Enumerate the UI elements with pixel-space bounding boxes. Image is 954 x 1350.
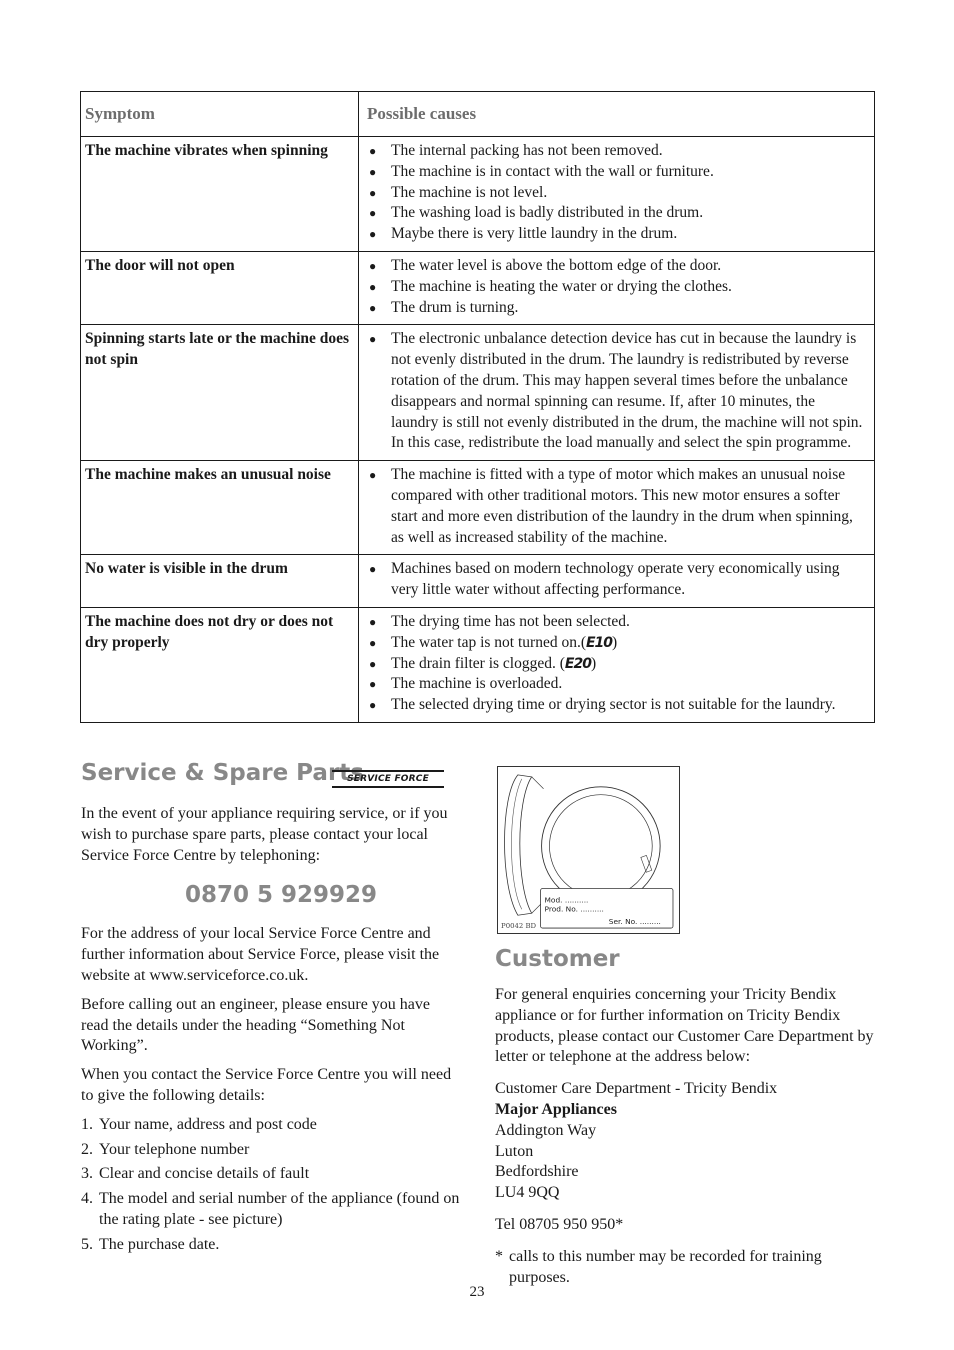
table-header-row [81,92,875,137]
details-number: 5. [81,1235,93,1253]
table-row [81,325,875,461]
service-heading: Service & Spare Parts [81,760,364,786]
details-item [81,1115,461,1136]
customer-intro: For general enquiries concerning your Tricity Bendix appliance or for further information on Tricity Bendix products, please contact our Customer Care Department by letter or telephone at the address below: [495,986,874,1066]
symptom-cell: The machine does not dry or does not dry properly [81,607,359,722]
symptom-header: Symptom [81,92,359,137]
cause-item [367,654,866,675]
causes-list [367,329,866,454]
address-line: Luton [495,1142,534,1160]
cause-item: ● The electronic unbalance detection device has cut in because the laundry is not evenly distributed in the drum. The laundry is redistributed by reverse rotation of the drum. This may happen several times before the unbalance disappears and normal spinning can resume. If, after 10 minutes, the laundry is still not evenly distributed in the drum, the machine will not spin. In this case, redistribute the load manually and select the spin programme. [367,329,866,454]
table-row [81,137,875,252]
details-item [81,1140,461,1161]
cause-item: ● The water level is above the bottom edge of the door. [367,256,866,277]
table-row [81,607,875,722]
causes-cell [359,607,875,722]
page-number: 23 [469,1284,485,1300]
details-text: The model and serial number of the appliance (found on the rating plate - see picture) [99,1190,460,1228]
details-text: Your telephone number [99,1140,250,1158]
causes-list [367,612,866,716]
details-item [81,1164,461,1185]
cause-item [367,633,866,654]
service-section [81,804,461,1260]
customer-section [495,985,875,1288]
customer-heading: Customer [495,946,620,972]
cause-item: ● The washing load is badly distributed in the drum. [367,203,866,224]
troubleshooting-table [80,91,875,723]
causes-header: Possible causes [359,92,875,137]
service-before-text: Before calling out an engineer, please ensure you have read the details under the heading “Something Not Working”. [81,995,430,1055]
plate-mod: Mod. .......... [544,895,589,905]
service-contact-text: When you contact the Service Force Centre you will need to give the following details: [81,1066,452,1104]
cause-item: ● The drying time has not been selected. [367,612,866,633]
error-code: E20 [564,655,591,672]
address-line: Customer Care Department - Tricity Bendix [495,1080,778,1098]
details-number: 2. [81,1140,93,1158]
causes-cell [359,461,875,555]
plate-code: P0042 BD [501,922,537,931]
footnote-text: calls to this number may be recorded for training purposes. [509,1247,822,1286]
causes-cell [359,325,875,461]
plate-prod: Prod. No. .......... [544,904,604,914]
causes-cell [359,555,875,608]
cause-item: ● The machine is heating the water or drying the clothes. [367,277,866,298]
details-number: 3. [81,1165,93,1183]
cause-item: ● The machine is overloaded. [367,674,866,695]
customer-address [495,1079,875,1204]
symptom-cell: The machine vibrates when spinning [81,137,359,252]
causes-list [367,465,866,548]
details-item [81,1235,461,1256]
cause-item: ● The machine is fitted with a type of motor which makes an unusual noise compared with other traditional motors. This new motor ensures a softer start and more even distribution of the laundry in the drum when spinning, as well as increased stability of the machine. [367,465,866,548]
plate-ser: Ser. No. ......... [608,917,661,927]
cause-item: ● The drum is turning. [367,298,866,319]
service-phone: 0870 5 929929 [185,882,378,909]
cause-item: ● Machines based on modern technology operate very economically using very little water without affecting performance. [367,559,866,601]
details-number: 1. [81,1115,93,1133]
causes-list [367,141,866,245]
causes-cell [359,137,875,252]
cause-item: ● The internal packing has not been removed. [367,141,866,162]
address-line: Bedfordshire [495,1163,579,1181]
symptom-cell: The door will not open [81,251,359,324]
details-item [81,1189,461,1231]
causes-list [367,256,866,318]
service-force-logo: SERVICE FORCE [332,770,444,788]
cause-item: ● The machine is in contact with the wall or furniture. [367,162,866,183]
address-line: LU4 9QQ [495,1184,560,1202]
address-line: Major Appliances [495,1100,617,1118]
address-line: Addington Way [495,1121,597,1139]
cause-text: The drain filter is clogged. ( [391,654,565,672]
causes-list [367,559,866,601]
customer-footnote [495,1247,875,1289]
cause-text: ) [612,633,618,651]
causes-cell [359,251,875,324]
details-text: The purchase date. [99,1235,220,1253]
table-row [81,555,875,608]
rating-plate-illustration [497,766,680,934]
symptom-cell: The machine makes an unusual noise [81,461,359,555]
cause-item: ● The machine is not level. [367,183,866,204]
cause-item: ● The selected drying time or drying sector is not suitable for the laundry. [367,695,866,716]
symptom-cell: No water is visible in the drum [81,555,359,608]
table-body [81,137,875,723]
footnote-star: * [495,1247,503,1265]
table-row [81,251,875,324]
cause-text: The water tap is not turned on.( [391,633,586,651]
service-intro: In the event of your appliance requiring service, or if you wish to purchase spare parts, please contact your local Service Force Centre by telephoning: [81,805,448,864]
service-website-text: For the address of your local Service Force Centre and further information about Service Force, please visit the website at www.serviceforce.co.uk. [81,925,440,984]
details-text: Clear and concise details of fault [99,1165,310,1183]
details-list [81,1115,461,1256]
table-row [81,461,875,555]
error-code: E10 [585,634,613,651]
details-number: 4. [81,1190,93,1208]
customer-tel: Tel 08705 950 950* [495,1215,624,1233]
symptom-cell: Spinning starts late or the machine does not spin [81,325,359,461]
details-text: Your name, address and post code [99,1115,317,1133]
cause-text: ) [590,654,597,672]
cause-item: ● Maybe there is very little laundry in the drum. [367,224,866,245]
